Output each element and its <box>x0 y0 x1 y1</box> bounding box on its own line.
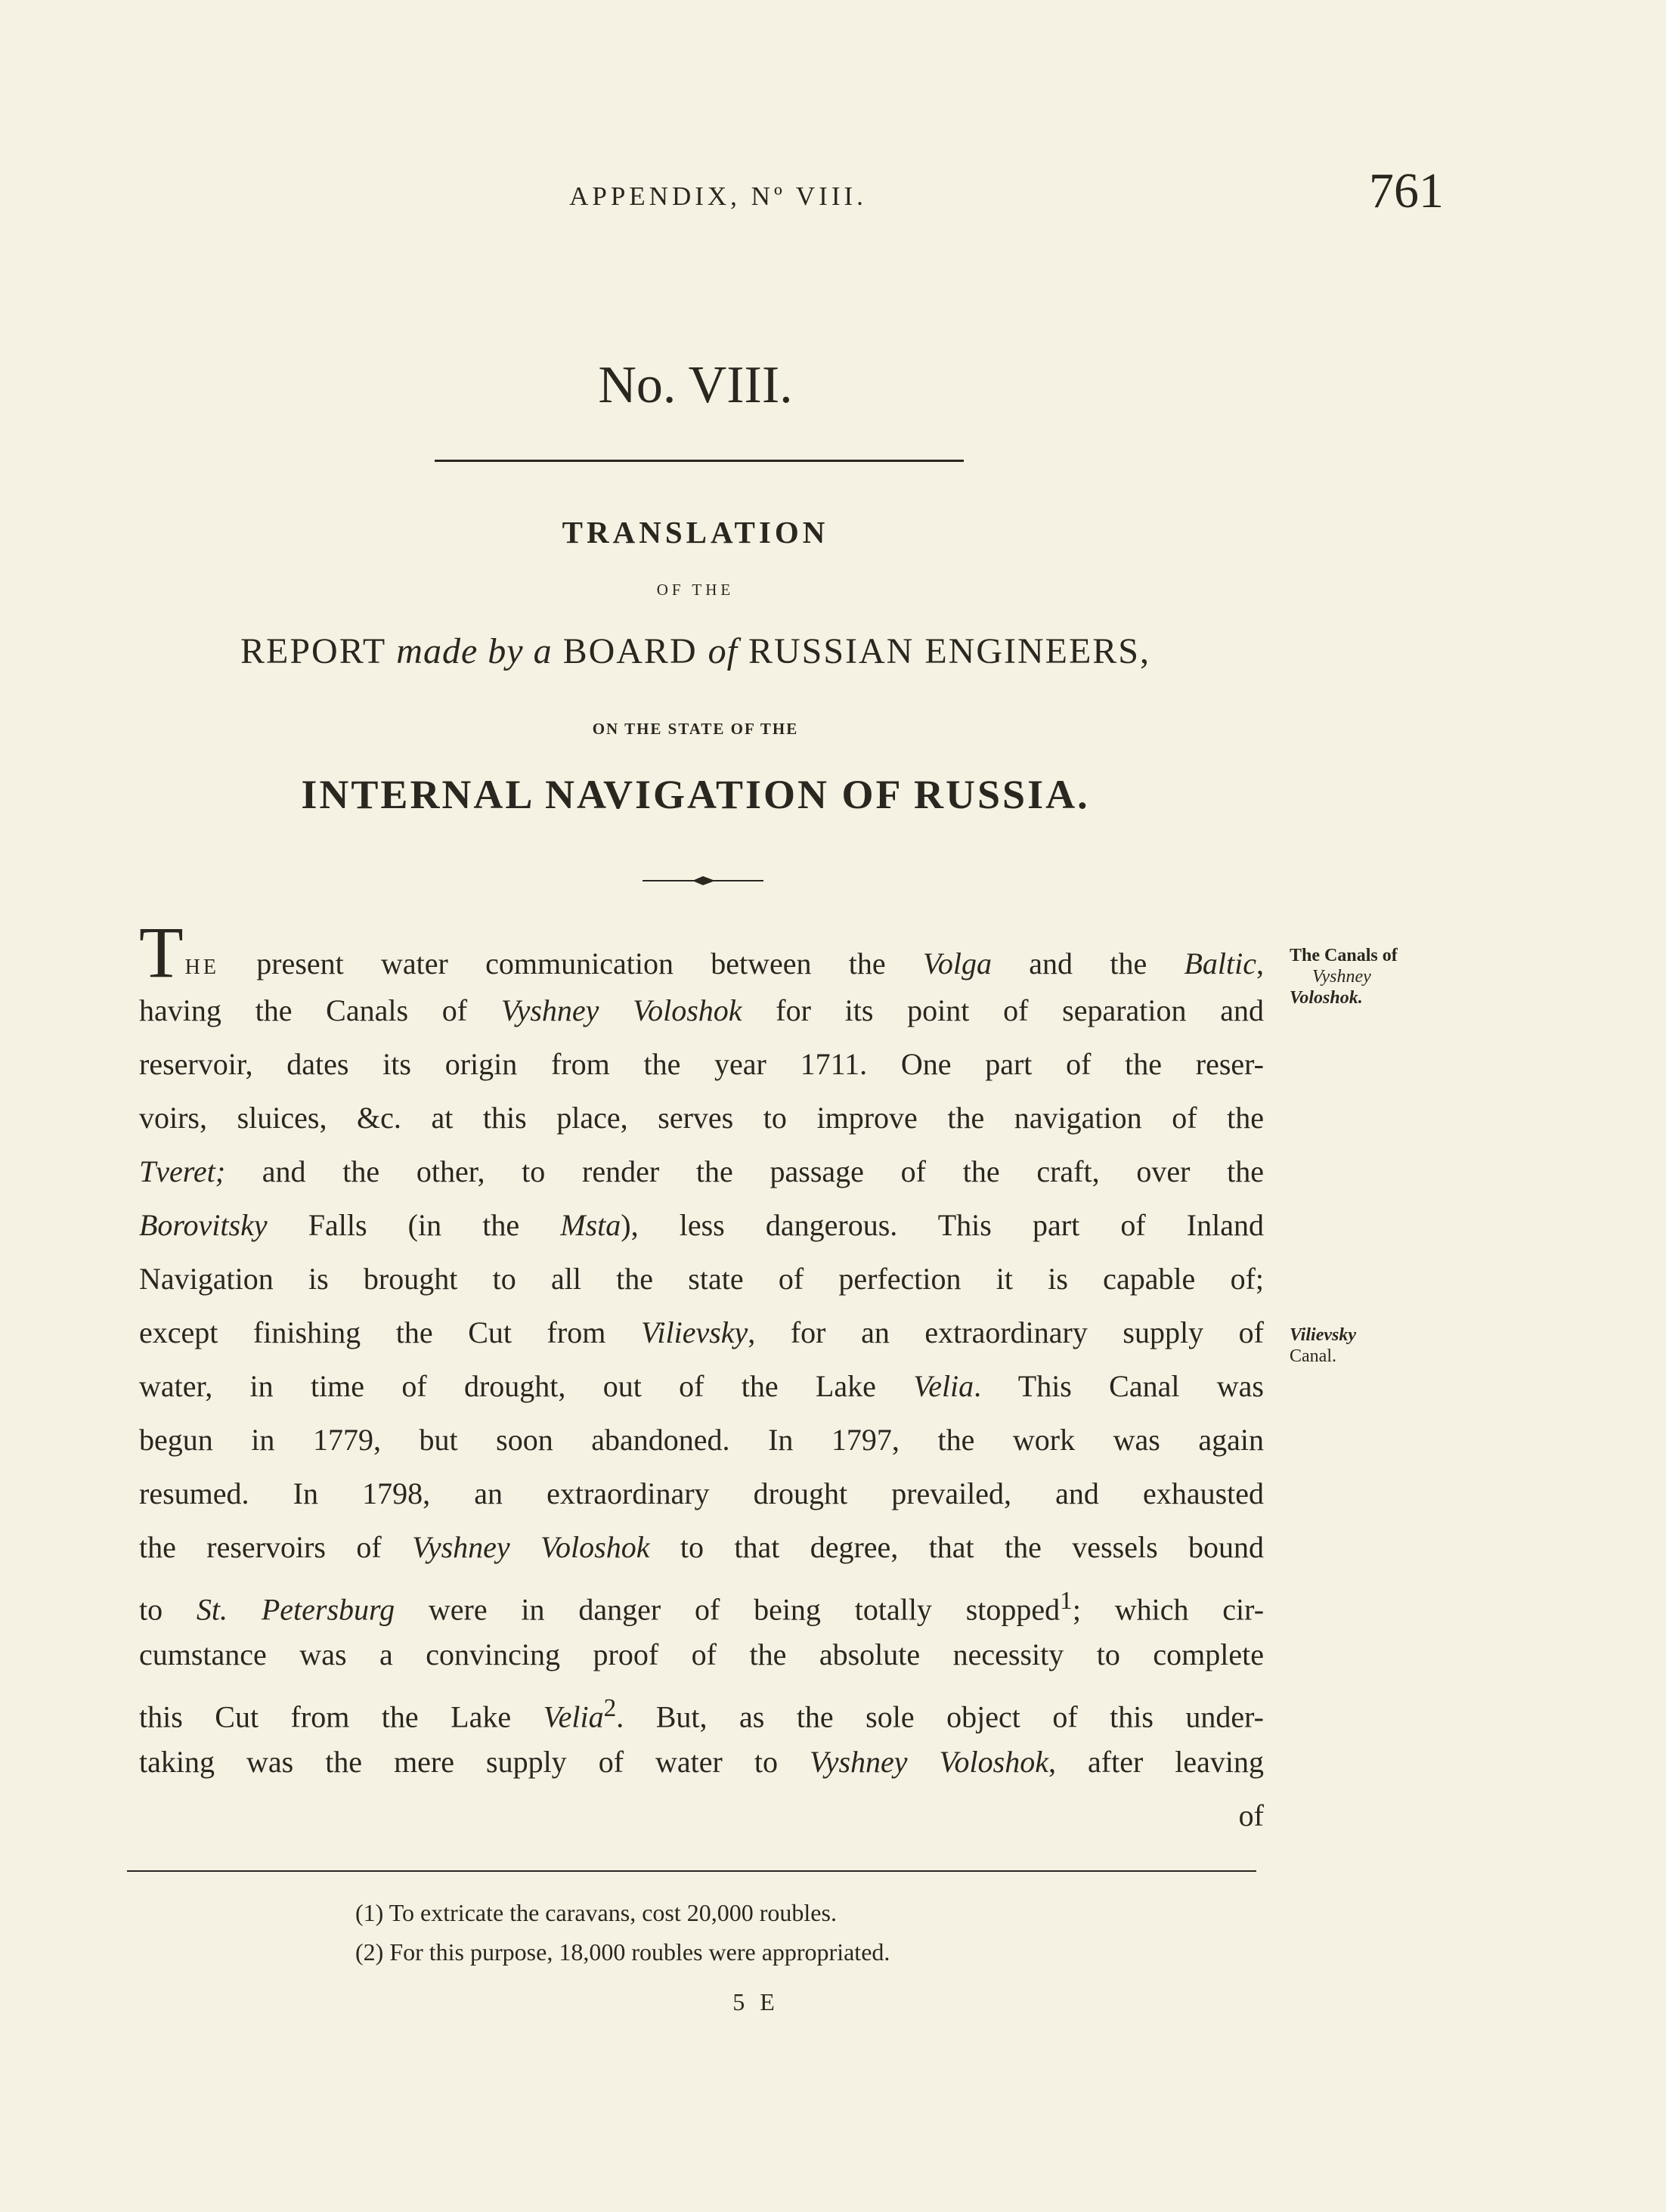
board-word: BOARD <box>562 631 698 671</box>
body-line-8 <box>139 1306 1264 1359</box>
text: Falls (in the <box>267 1208 561 1242</box>
text: for its point of separation and <box>742 993 1265 1027</box>
margin-note-canals <box>1290 945 1441 1008</box>
body-line-15 <box>139 1681 1264 1735</box>
place-name: Tveret; <box>139 1154 226 1188</box>
margin-note-line: Vilievsky <box>1290 1325 1356 1345</box>
engineers-words: RUSSIAN ENGINEERS, <box>748 631 1150 671</box>
footnote-2: (2) For this purpose, 18,000 roubles were appropriated. <box>355 1938 890 1966</box>
text: having the Canals of <box>139 993 501 1027</box>
footnote-ref: 1 <box>1060 1587 1073 1615</box>
body-line-16 <box>139 1735 1264 1789</box>
footnote-ref: 2 <box>603 1694 617 1722</box>
drop-cap: T <box>139 912 184 993</box>
text: to that degree, that the vessels bound <box>649 1530 1265 1564</box>
text: ), less dangerous. This part of Inland <box>621 1208 1264 1242</box>
place-name: Vyshney Voloshok <box>500 993 742 1027</box>
made-by-a: made by a <box>396 631 553 671</box>
text: present water communication between the <box>218 946 923 981</box>
place-name: Baltic <box>1184 946 1257 981</box>
text: taking was the mere supply of water to <box>139 1745 810 1779</box>
place-name: Msta <box>560 1208 621 1242</box>
place-name: Velia <box>543 1699 604 1734</box>
title-rule <box>435 460 964 462</box>
footnote-rule <box>127 1870 1256 1872</box>
report-title <box>129 630 1262 672</box>
text: water, in time of drought, out of the Lake <box>139 1369 914 1403</box>
text: and the other, to render the passage of the craft, over the <box>225 1154 1264 1188</box>
body-line-3: reservoir, dates its origin from the year 1711. One part of the reser- <box>139 1047 1264 1081</box>
body-line-13 <box>139 1574 1264 1628</box>
footnotes <box>355 1893 1262 1972</box>
margin-note-line: Vyshney <box>1312 967 1371 987</box>
place-name: Vilievsky <box>640 1315 748 1349</box>
subject-title: INTERNAL NAVIGATION OF RUSSIA. <box>301 772 1090 817</box>
margin-note-line: Canal. <box>1290 1346 1336 1366</box>
place-name: Vyshney Voloshok <box>412 1530 650 1564</box>
text: , <box>1256 946 1265 981</box>
catchword: of <box>1238 1798 1264 1832</box>
body-line-1 <box>139 912 1265 993</box>
body-line-2 <box>139 984 1264 1037</box>
signature-mark: 5 E <box>732 1988 779 2015</box>
text: the reservoirs of <box>139 1530 413 1564</box>
text: . This Canal was <box>974 1369 1264 1403</box>
body-line-7: Navigation is brought to all the state of perfection it is capable of; <box>139 1262 1264 1296</box>
margin-note-vilievsky <box>1290 1324 1441 1367</box>
of-the-line: OF THE <box>656 581 735 599</box>
text: . But, as the sole object of this under- <box>616 1699 1264 1734</box>
text: ; which cir- <box>1072 1592 1265 1627</box>
place-name: Volga <box>922 946 992 981</box>
text: this Cut from the Lake <box>139 1699 543 1734</box>
body-line-5 <box>139 1145 1264 1198</box>
page-number: 761 <box>1369 163 1444 218</box>
text: and the <box>992 946 1184 981</box>
text: except finishing the Cut from <box>139 1315 641 1349</box>
body-line-4: voirs, sluices, &c. at this place, serves to improve the navigation of the <box>139 1101 1264 1135</box>
margin-note-line: The Canals of <box>1290 946 1398 965</box>
margin-note-line: Voloshok. <box>1290 988 1363 1008</box>
translation-heading: TRANSLATION <box>562 515 829 550</box>
report-word: REPORT <box>240 631 386 671</box>
place-name: St. Petersburg <box>196 1592 395 1627</box>
body-line-6 <box>139 1198 1264 1252</box>
body-text <box>139 912 1265 1842</box>
text: , after leaving <box>1048 1745 1265 1779</box>
body-line-12 <box>139 1520 1264 1574</box>
place-name: Velia <box>913 1369 974 1403</box>
body-line-10: begun in 1779, but soon abandoned. In 1797, the work was again <box>139 1423 1264 1457</box>
text: , for an extraordinary supply of <box>748 1315 1264 1349</box>
ornament-divider <box>643 869 763 892</box>
body-line-11: resumed. In 1798, an extraordinary drought prevailed, and exhausted <box>139 1476 1264 1510</box>
footnote-1: (1) To extricate the caravans, cost 20,000 roubles. <box>355 1899 837 1926</box>
appendix-number: No. VIII. <box>598 356 793 414</box>
of-word: of <box>708 631 738 671</box>
text: were in danger of being totally stopped <box>395 1592 1061 1627</box>
text: to <box>139 1592 197 1627</box>
body-line-9 <box>139 1359 1264 1413</box>
on-the-state-line: ON THE STATE OF THE <box>592 720 799 738</box>
running-head: APPENDIX, Nº VIII. <box>569 181 867 211</box>
place-name: Vyshney Voloshok <box>809 1745 1048 1779</box>
place-name: Borovitsky <box>139 1208 268 1242</box>
body-line-14: cumstance was a convincing proof of the absolute necessity to complete <box>139 1637 1264 1671</box>
small-caps: HE <box>184 956 219 979</box>
